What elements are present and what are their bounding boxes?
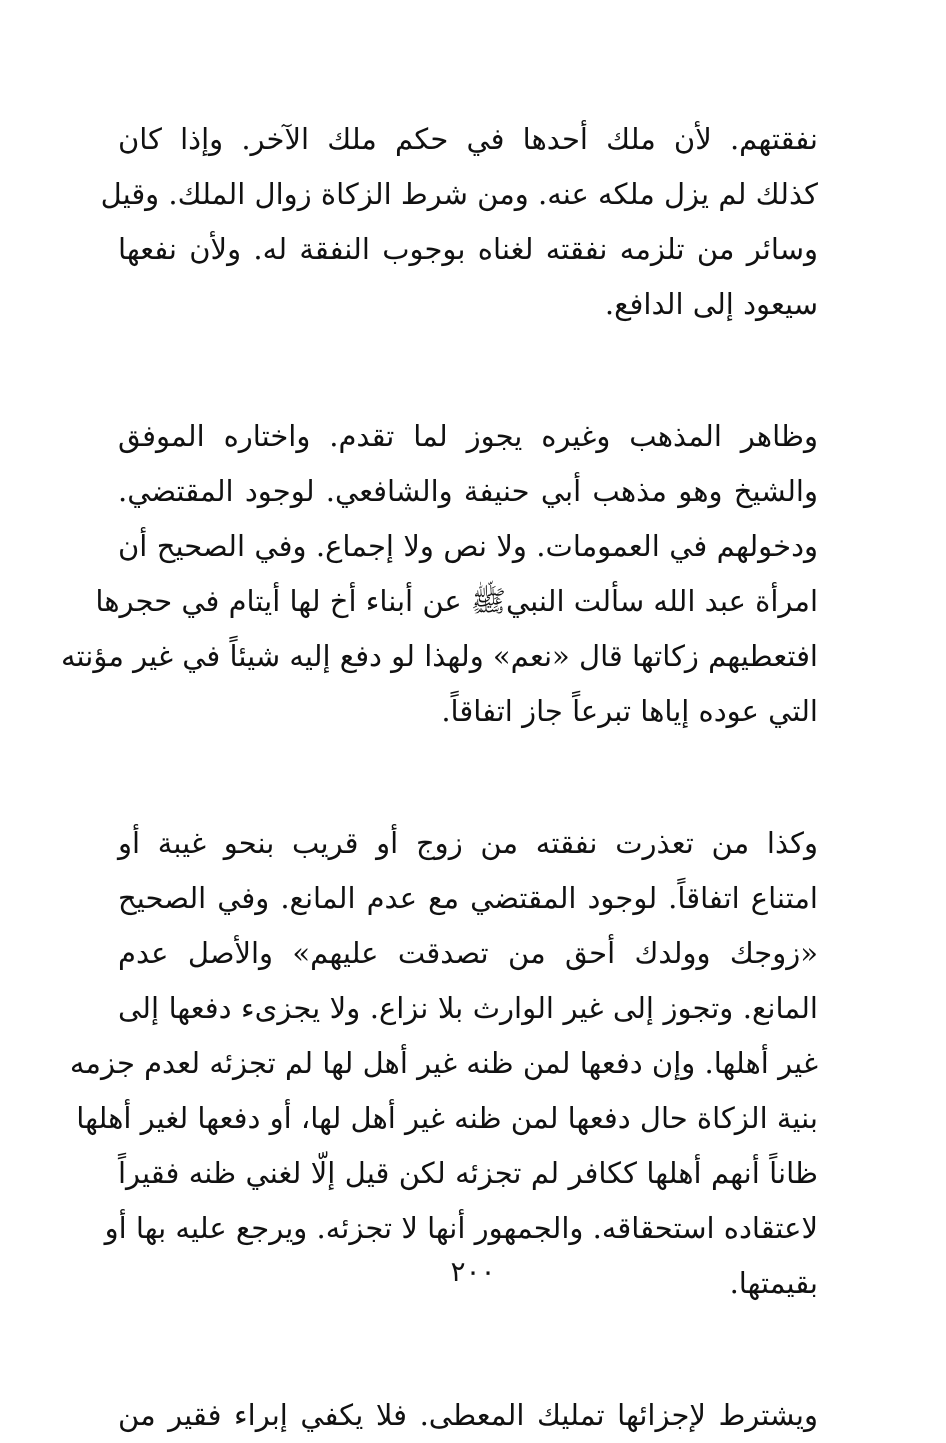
paragraph-1 [100, 112, 818, 332]
text-line: بقيمتها. [729, 1266, 818, 1300]
text-line: بنية الزكاة حال دفعها لمن ظنه غير أهل لها، أو دفعها لغير أهلها [76, 1101, 818, 1135]
paragraph-4 [118, 1388, 818, 1443]
page-body [61, 112, 818, 1443]
paragraph-spacer [118, 1311, 818, 1388]
text-line: وظاهر المذهب وغيره يجوز لما تقدم. واختاره الموفق [118, 419, 818, 453]
text-line: امرأة عبد الله سألت النبيﷺ عن أبناء أخ لها أيتام في حجرها [95, 584, 818, 618]
text-line: «زوجك وولدك أحق من تصدقت عليهم» والأصل عدم [118, 936, 818, 970]
text-line: كذلك لم يزل ملكه عنه. ومن شرط الزكاة زوال الملك. وقيل [100, 177, 818, 211]
paragraph-spacer [118, 739, 818, 816]
text-line: وكذا من تعذرت نفقته من زوج أو قريب بنحو غيبة أو [118, 826, 818, 860]
paragraph-2 [61, 409, 818, 739]
text-line: نفقتهم. لأن ملك أحدها في حكم ملك الآخر. وإذا كان [118, 122, 818, 156]
text-line: غير أهلها. وإن دفعها لمن ظنه غير أهل لها لم تجزئه لعدم جزمه [69, 1046, 818, 1080]
text-line: والشيخ وهو مذهب أبي حنيفة والشافعي. لوجود المقتضي. [118, 474, 818, 508]
text-line: ودخولهم في العمومات. ولا نص ولا إجماع. وفي الصحيح أن [118, 529, 818, 563]
text-line: سيعود إلى الدافع. [604, 287, 818, 321]
paragraph-spacer [118, 332, 818, 409]
paragraph-3 [69, 816, 818, 1311]
text-line: افتعطيهم زكاتها قال «نعم» ولهذا لو دفع إليه شيئاً في غير مؤنته [61, 639, 818, 673]
page-number: ٢٠٠ [450, 1255, 496, 1288]
text-line: المانع. وتجوز إلى غير الوارث بلا نزاع. ولا يجزىء دفعها إلى [118, 991, 818, 1025]
text-line: ظاناً أنهم أهلها ككافر لم تجزئه لكن قيل إلّا لغني ظنه فقيراً [118, 1156, 818, 1190]
text-line: وسائر من تلزمه نفقته لغناه بوجوب النفقة له. ولأن نفعها [118, 232, 818, 266]
text-line: امتناع اتفاقاً. لوجود المقتضي مع عدم المانع. وفي الصحيح [118, 881, 818, 915]
text-line: لاعتقاده استحقاقه. والجمهور أنها لا تجزئه. ويرجع عليه بها أو [104, 1211, 818, 1245]
text-line: التي عوده إياها تبرعاً جاز اتفاقاً. [441, 694, 818, 728]
text-line: ويشترط لإجزائها تمليك المعطى. فلا يكفي إبراء فقير من [118, 1398, 818, 1432]
